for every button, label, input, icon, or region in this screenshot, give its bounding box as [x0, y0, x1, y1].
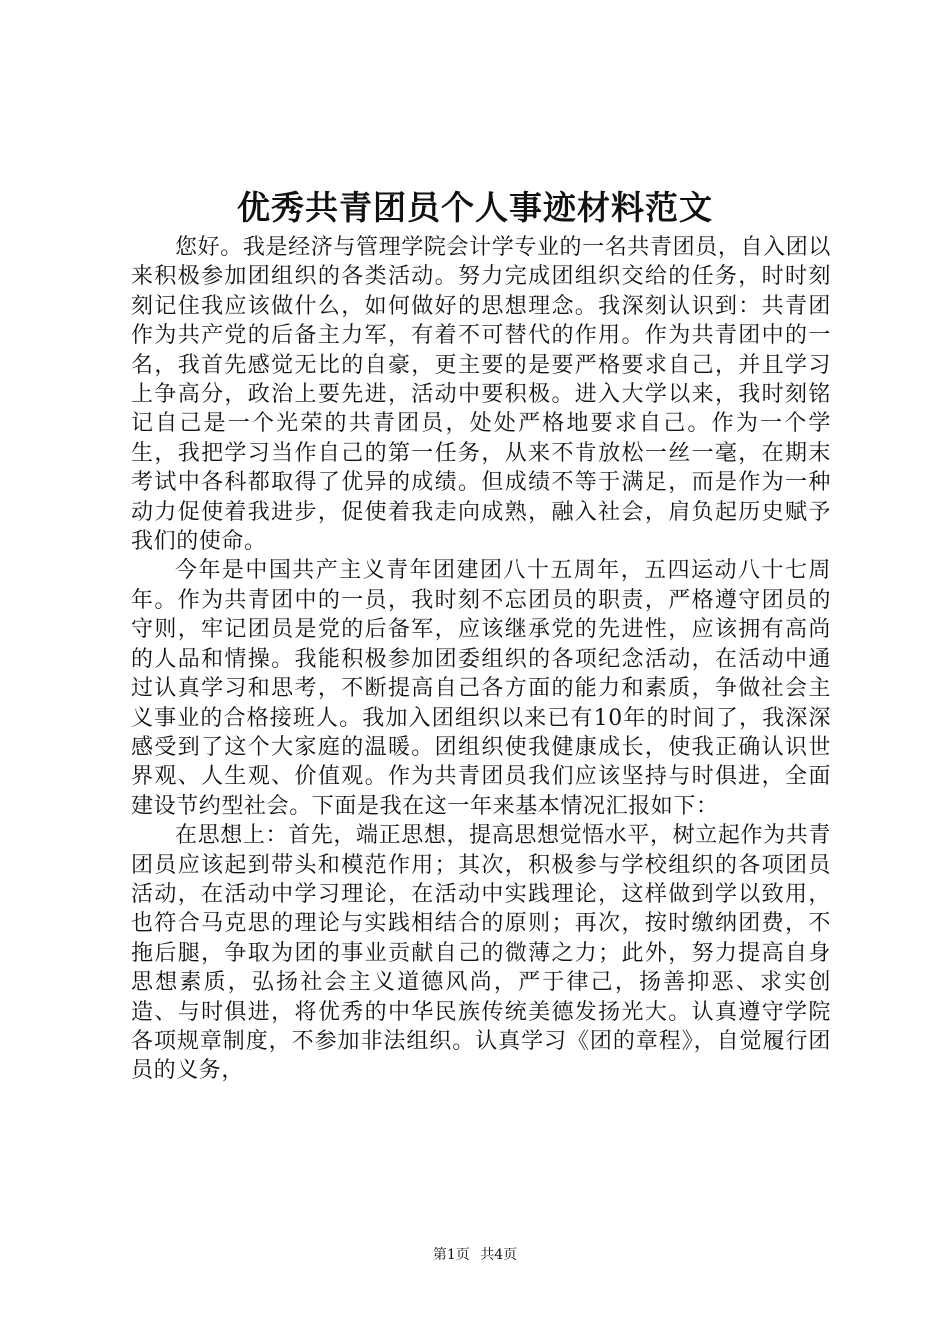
page-title: 优秀共青团员个人事迹材料范文	[237, 188, 713, 227]
document-body	[131, 233, 831, 1086]
page-number-total: 共4页	[480, 1247, 518, 1263]
page-footer	[0, 1245, 950, 1265]
page-number-current: 第1页	[432, 1247, 470, 1263]
paragraph-anniversary: 今年是中国共产主义青年团建团八十五周年，五四运动八十七周年。作为共青团中的一员，我时刻不忘团员的职责，严格遵守团员的守则，牢记团员是党的后备军，应该继承党的先进性，应该拥有高尚的人品和情操。我能积极参加团委组织的各项纪念活动，在活动中通过认真学习和思考，不断提高自己各方面的能力和素质，争做社会主义事业的合格接班人。我加入团组织以来已有10年的时间了，我深深感受到了这个大家庭的温暖。团组织使我健康成长，使我正确认识世界观、人生观、价值观。作为共青团员我们应该坚持与时俱进，全面建设节约型社会。下面是我在这一年来基本情况汇报如下：	[131, 558, 831, 819]
paragraph-ideology: 在思想上：首先，端正思想，提高思想觉悟水平，树立起作为共青团员应该起到带头和模范作用；其次，积极参与学校组织的各项团员活动，在活动中学习理论，在活动中实践理论，这样做到学以致用，也符合马克思的理论与实践相结合的原则；再次，按时缴纳团费，不拖后腿，争取为团的事业贡献自己的微薄之力；此外，努力提高自身思想素质，弘扬社会主义道德风尚，严于律己，扬善抑恶、求实创造、与时俱进，将优秀的中华民族传统美德发扬光大。认真遵守学院各项规章制度，不参加非法组织。认真学习《团的章程》，自觉履行团员的义务，	[131, 823, 831, 1084]
paragraph-introduction: 您好。我是经济与管理学院会计学专业的一名共青团员，自入团以来积极参加团组织的各类活动。努力完成团组织交给的任务，时时刻刻记住我应该做什么，如何做好的思想理念。我深刻认识到：共青团作为共产党的后备主力军，有着不可替代的作用。作为共青团中的一名，我首先感觉无比的自豪，更主要的是要严格要求自己，并且学习上争高分，政治上要先进，活动中要积极。进入大学以来，我时刻铭记自己是一个光荣的共青团员，处处严格地要求自己。作为一个学生，我把学习当作自己的第一任务，从来不肯放松一丝一毫，在期末考试中各科都取得了优异的成绩。但成绩不等于满足，而是作为一种动力促使着我进步，促使着我走向成熟，融入社会，肩负起历史赋予我们的使命。	[131, 235, 831, 555]
